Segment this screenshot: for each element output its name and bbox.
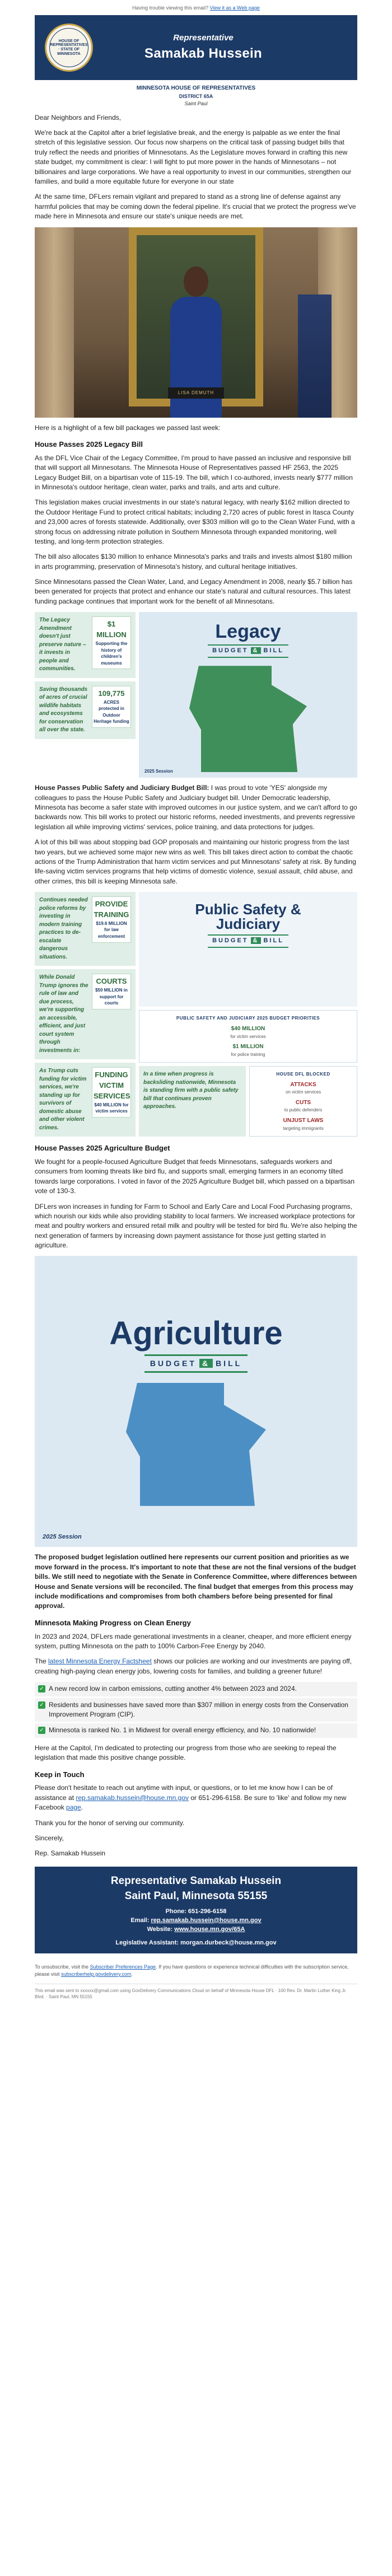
public-safety-paragraph-2: A lot of this bill was about stopping bad GOP proposals and maintaining our historic progress from the last two years, but we achieved some major new wins as well. This bill takes direct action to combat the chaotic actions of the Trump Administration that harm victim services and put Minnesotans' safety at risk. By funding life-saving victim services programs that help victims of domestic violence, sexual assault, child abuse, and other crimes, this bill is keeping Minnesota safe. (35, 838, 356, 885)
house-seal-icon (45, 24, 93, 72)
flag-icon (298, 294, 332, 418)
subhead (35, 80, 357, 111)
unsubscribe-section (35, 1953, 357, 2000)
footer-email-link[interactable]: rep.samakab.hussein@house.mn.gov (151, 1916, 262, 1924)
check-icon: ✓ (38, 1701, 45, 1709)
energy-paragraph-2: The latest Minnesota Energy Factsheet shows our policies are working and our investments are paying off, creating high-paying clean energy jobs, lowering costs for families, and building a greener future! (35, 1657, 352, 1675)
legacy-heading: House Passes 2025 Legacy Bill (35, 440, 143, 448)
agriculture-heading: House Passes 2025 Agriculture Budget (35, 1144, 170, 1153)
footer-website-link[interactable]: www.house.mn.gov/65A (174, 1925, 245, 1933)
ag-poster-footer: 2025 Session (43, 1533, 82, 1540)
legacy-tile-people: The Legacy Amendment doesn't just preserve nature – it invests in people and communities. $1 MILLION Supporting the history of children's museums (35, 612, 136, 678)
public-safety-heading: House Passes Public Safety and Judiciary Budget Bill: (35, 784, 209, 792)
preheader (0, 0, 392, 15)
legacy-paragraph-3: The bill also allocates $130 million to enhance Minnesota's parks and trails and invests almost $180 million in arts programming, preservation of Minnesota's history, and cultural heritage initiatives. (35, 553, 352, 571)
greeting: Dear Neighbors and Friends, (35, 113, 122, 121)
energy-closing: Here at the Capitol, I'm dedicated to protecting our progress from those who are seeking to repeal the legislation that made this positive change possible. (35, 1743, 337, 1762)
legacy-graphic (35, 612, 357, 778)
signature: Rep. Samakab Hussein (35, 1849, 106, 1858)
ps-tile-victims: As Trump cuts funding for victim services, we're standing up for survivors of domestic abuse and other violent crimes. FUNDING VICTIM SERVICES $40 MILLION for victim services (35, 1063, 136, 1137)
subhead-chamber: MINNESOTA HOUSE OF REPRESENTATIVES (136, 85, 256, 92)
agriculture-paragraph-1: We fought for a people-focused Agriculture Budget that feeds Minnesotans, safeguards workers and consumers from looming threats like bird flu, and supports small, emerging farmers in an economy tilted towards large corporations. I voted in favor of the 2025 Agriculture Budget bill, which passed on a bipartisan vote of 130-3. (35, 1157, 355, 1195)
check-icon: ✓ (38, 1727, 45, 1734)
agriculture-poster (35, 1256, 357, 1547)
public-safety-poster: Public Safety & Judiciary BUDGET & BILL (139, 892, 357, 1007)
subscriber-help-link[interactable]: subscriberhelp.govdelivery.com (61, 1971, 132, 1977)
agriculture-poster-title: Agriculture (109, 1315, 283, 1352)
energy-factsheet-link[interactable]: latest Minnesota Energy Factsheet (48, 1657, 152, 1666)
legacy-tiles (35, 612, 136, 778)
contact-email-link[interactable]: rep.samakab.hussein@house.mn.gov (76, 1793, 189, 1802)
portrait-plaque: LISA DEMUTH (168, 387, 224, 399)
subhead-district: DISTRICT 65A (179, 93, 213, 99)
header-name: Samakab Hussein (144, 45, 262, 61)
energy-stats (35, 1682, 357, 1738)
newsletter-body (35, 111, 357, 1859)
view-web-page-link[interactable]: View it as a Web page (209, 5, 260, 11)
ps-blocked-card: HOUSE DFL BLOCKED ATTACKS on victim services CUTS to public defenders UNJUST LAWS targeting immigrants (249, 1066, 357, 1137)
footer-email: Email: rep.samakab.hussein@house.mn.gov (130, 1916, 262, 1924)
header-title-block (93, 32, 347, 64)
energy-heading: Minnesota Making Progress on Clean Energy (35, 1618, 191, 1627)
public-safety-right (139, 892, 357, 1137)
footer-assistant: Legislative Assistant: morgan.durbeck@house.mn.gov (115, 1939, 277, 1946)
header-role: Representative (173, 32, 234, 43)
legacy-tile-habitats: Saving thousands of acres of crucial wildlife habitats and ecosystems for conservation all over the state. 109,775 ACRES protected in Outdoor Heritage funding (35, 681, 136, 739)
energy-stat: ✓ Minnesota is ranked No. 1 in Midwest for overall energy efficiency, and No. 10 nationwide! (35, 1723, 357, 1737)
unsubscribe-text: To unsubscribe, visit the Subscriber Preferences Page. If you have questions or experience technical difficulties with the subscription service, please visit subscriberhelp.govdelivery.com. (35, 1963, 349, 1977)
preheader-text: Having trouble viewing this email? (132, 5, 209, 11)
ag-budget-bill-badge: BUDGET & BILL (144, 1354, 248, 1372)
facebook-page-link[interactable]: page (66, 1803, 81, 1812)
energy-stat: ✓ Residents and businesses have saved more than $307 million in energy costs from the Conservation Improvement Program (CIP). (35, 1698, 357, 1722)
highlight-intro: Here is a highlight of a few bill packages we passed last week: (35, 423, 221, 432)
legacy-poster-footer: 2025 Session (144, 768, 173, 774)
energy-stat: ✓ A new record low in carbon emissions, cutting another 4% between 2023 and 2024. (35, 1682, 357, 1696)
public-safety-graphic (35, 892, 357, 1137)
legal-footer: This email was sent to xxxxxx@gmail.com using GovDelivery Communications Cloud on behalf of Minnesota House DFL · 100 Rev. Dr. Martin Luther King Jr. Blvd. · Saint Paul, MN 55155 (35, 1984, 357, 2000)
intro-paragraph-1: We're back at the Capitol after a brief legislative break, and the energy is palpable as we enter the final stretch of this legislative session. Our focus now sharpens on the critical task of passing budget bills that truly reflect the needs and priorities of Minnesotans. As the Legislature moves forward in crafting this new state budget, my commitment is clear: I will fight to put more power in the hands of Minnesotans – not billionaires and large corporations. We have a real opportunity to invest in our communities, strengthen our families, and build a more equitable future for everyone in our state (35, 129, 352, 185)
legacy-poster (139, 612, 357, 778)
ps-tile-courts: While Donald Trump ignores the rule of law and due process, we're supporting an accessible, efficient, and just court system through investments in: COURTS $50 MILLION in support for courts (35, 969, 136, 1059)
legacy-paragraph-4: Since Minnesotans passed the Clean Water, Land, and Legacy Amendment in 2008, nearly $5.7 billion has been generated for projects that protect and enhance our state's natural and cultural resources. This latest funding package continues that important work for the benefit of all Minnesotans. (35, 578, 353, 605)
ag-minnesota-map-icon (126, 1383, 266, 1506)
ps-tile-progress: In a time when progress is backsliding nationwide, Minnesota is standing firm with a public safety bill that continues proven approaches. (139, 1066, 246, 1137)
minnesota-map-icon (189, 666, 307, 772)
energy-paragraph-1: In 2023 and 2024, DFLers made generational investments in a cleaner, cheaper, and more efficient energy system, putting Minnesota on the path to 100% Carbon-Free Energy by 2040. (35, 1632, 352, 1651)
seal-text: HOUSE OF REPRESENTATIVES · STATE OF MINNESOTA (49, 28, 88, 67)
ps-priorities-card: PUBLIC SAFETY AND JUDICIARY 2025 BUDGET PRIORITIES $40 MILLION for victim services $1 MILLION for police training (139, 1010, 357, 1063)
budget-notice: The proposed budget legislation outlined here represents our current position and priorities as we move forward in the process. It's important to note that these are not the final versions of the budget bills. We still need to negotiate with the Senate in Conference Committee, where differences between House and Senate versions will be reconciled. The final budget that emerges from this process may include modifications and compromises from both chambers before being presented for final approval. (35, 1553, 357, 1610)
footer-phone: Phone: 651-296-6158 (165, 1908, 227, 1915)
subhead-city: Saint Paul (184, 100, 208, 106)
contact-footer (35, 1867, 357, 1953)
newsletter-card (35, 15, 357, 1953)
footer-website: Website: www.house.mn.gov/65A (147, 1925, 245, 1933)
signoff: Sincerely, (35, 1834, 64, 1842)
thank-you: Thank you for the honor of serving our community. (35, 1818, 185, 1827)
newsletter-header (35, 15, 357, 80)
legacy-stat-acres: 109,775 ACRES protected in Outdoor Heritage funding (92, 686, 131, 728)
public-safety-cards (139, 1010, 357, 1063)
subscriber-preferences-link[interactable]: Subscriber Preferences Page (90, 1963, 156, 1970)
ps-tile-training: Continues needed police reforms by investing in modern training practices to de-escalate dangerous situations. PROVIDE TRAINING $19.6 MILLION for law enforcement (35, 892, 136, 966)
public-safety-tiles (35, 892, 136, 1137)
footer-address: Saint Paul, Minnesota 55155 (124, 1890, 268, 1902)
check-icon: ✓ (38, 1685, 45, 1693)
keep-in-touch-paragraph: Please don't hesitate to reach out anytime with input, or questions, or to let me know how I can be of assistance at rep.samakab.hussein@house.mn.gov or 651-296-6158. Be sure to 'like' and follow my new Facebook page. (35, 1784, 347, 1812)
legacy-paragraph-1: As the DFL Vice Chair of the Legacy Committee, I'm proud to have passed an inclusive and responsive bill that will support all Minnesotans. The Minnesota House of Representatives passed HF 2563, the 2025 Legacy Budget Bill, on a bipartisan vote of 115-19. The bill, which I co-authored, invests nearly $777 million in Minnesota's outdoor heritage, clean water, parks and trails, and arts and culture. (35, 454, 353, 491)
budget-bill-badge: BUDGET & BILL (208, 644, 288, 658)
public-safety-paragraph-1: House Passes Public Safety and Judiciary Budget Bill: I was proud to vote 'YES' alongside my colleagues to pass the House Public Safety and Judiciary budget bill. Under Democratic leadership, Minnesota has become a safer state with improved outcomes in our justice system, and we can't afford to go backwards now. This bill works to protect our historic reforms, needed investments, and prevents regressive legislation all while improving victims' services, police training, and data protections for judges. (35, 784, 357, 831)
legacy-paragraph-2: This legislation makes crucial investments in our state's natural legacy, with nearly $162 million directed to the Outdoor Heritage Fund to protect critical habitats; including 2,720 acres of public forest in Itasca County and 23,000 acres of forests statewide. Additionally, over $303 million will go to the Clean Water Fund, with a strong focus on addressing nitrate pollution in Southern Minnesota through expanded monitoring, well testing, and long-term protection strategies. (35, 498, 355, 545)
legacy-poster-title: Legacy (215, 621, 281, 643)
intro-paragraph-2: At the same time, DFLers remain vigilant and prepared to stand as a strong line of defense against any harmful policies that may be coming down the federal pipeline. It's crucial that we protect the progress we've made here in Minnesota and ensure our state's unique needs are met. (35, 193, 356, 221)
public-safety-bottom-row (139, 1066, 357, 1137)
ps-budget-bill-badge: BUDGET & BILL (208, 934, 288, 948)
agriculture-paragraph-2: DFLers won increases in funding for Farm to School and Early Care and Local Food Purchasing programs, which nourish our kids while also providing stability to local farmers. We increased workplace protections for meat and poultry workers and ensured retail milk and poultry will be tested for bird flu. We're also helping the next generation of farmers by increasing down payment assistance for those just getting started in agriculture. (35, 1202, 357, 1250)
capitol-photo (35, 227, 357, 418)
legacy-stat-museums: $1 MILLION Supporting the history of children's museums (92, 616, 131, 669)
keep-in-touch-heading: Keep in Touch (35, 1770, 85, 1779)
footer-name: Representative Samakab Hussein (110, 1874, 282, 1887)
